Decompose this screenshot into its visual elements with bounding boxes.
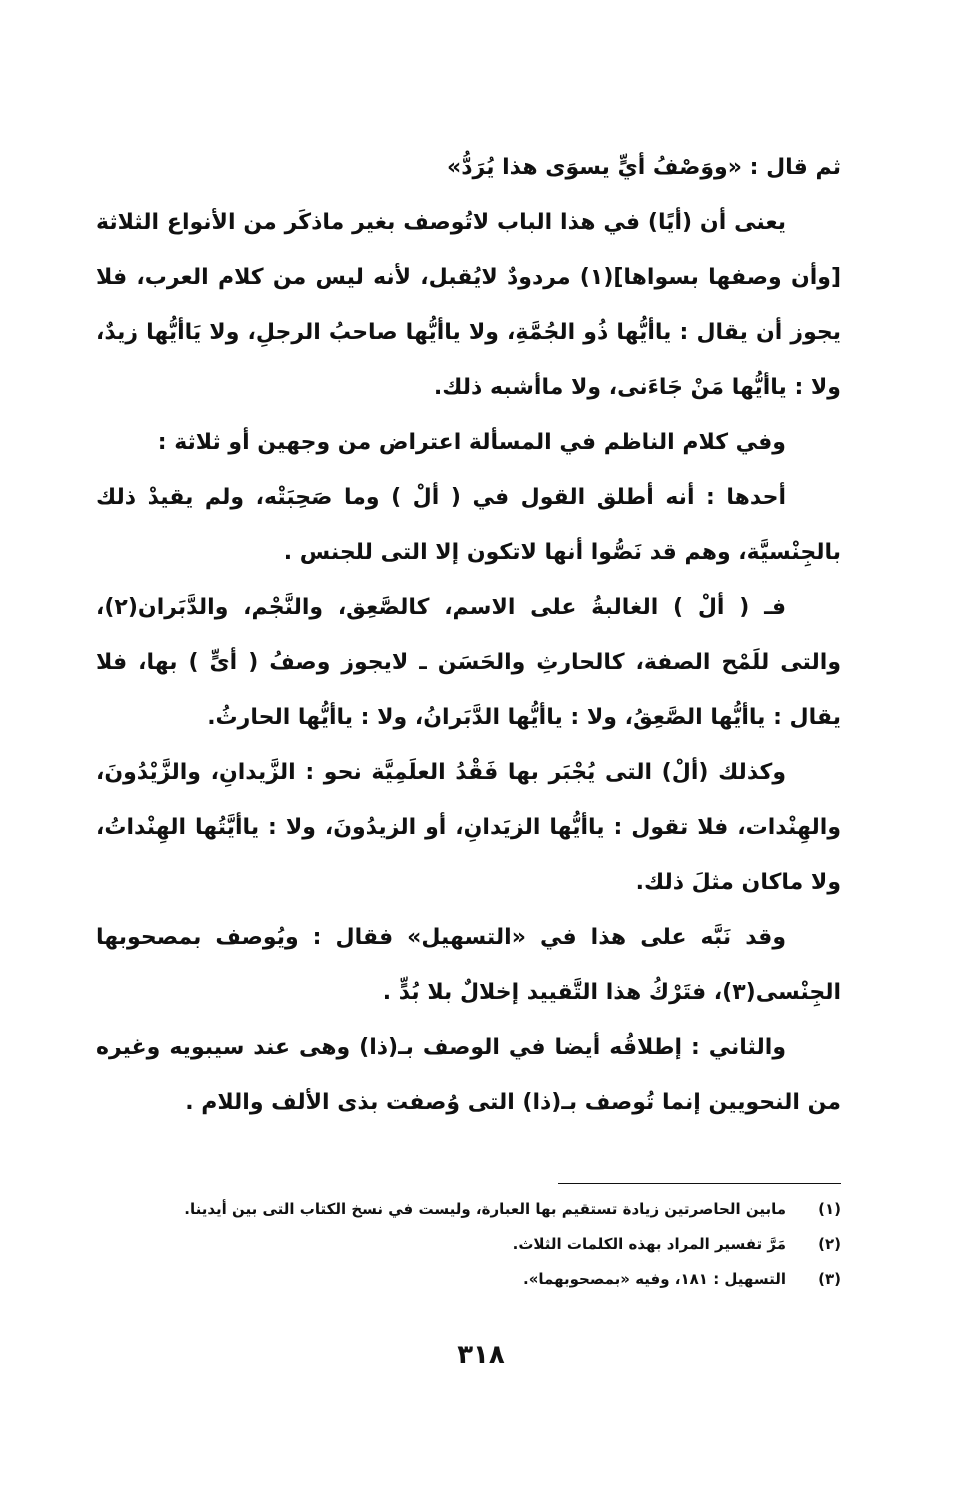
footnote-number: (٢) xyxy=(818,1235,841,1253)
footnote-item xyxy=(96,1227,841,1262)
footnote-number: (١) xyxy=(818,1200,841,1218)
footnote-text: مَرَّ تفسير المراد بهذه الكلمات الثلاث. xyxy=(512,1235,786,1253)
footnote-divider xyxy=(558,1183,841,1184)
footnote-text: مابين الحاصرتين زيادة تستقيم بها العبارة، وليست في نسخ الكتاب التى بين أيدينا. xyxy=(184,1200,786,1218)
footnote-item xyxy=(96,1192,841,1227)
paragraph: فـ ( ألْ ) الغالبةُ على الاسم، كالصَّعِق، والنَّجْم، والدَّبَران(٢)، والتى للَمْح الصفة، كالحارثِ والحَسَن ـ لايجوز وصفُ ( أىٍّ ) بها، فلا يقال : ياأيُّها الصَّعِقُ، ولا : ياأيُّها الدَّبَرانُ، ولا : ياأيُّها الحارثُ. xyxy=(96,595,841,730)
paragraph: وقد نَبَّه على هذا في «التسهيل» فقال : ويُوصف بمصحوبها الجِنْسى(٣)، فتَرْكُ هذا التَّقييد إخلالٌ بلا بُدٍّ . xyxy=(96,925,841,1005)
main-text xyxy=(96,140,841,1130)
paragraph: والثاني : إطلاقُه أيضا في الوصف بـ(ذا) وهى عند سيبويه وغيره من النحويين إنما تُوصف بـ(ذا) التى وُصفت بذى الألف واللام . xyxy=(96,1035,841,1115)
paragraph: يعنى أن (أيًا) في هذا الباب لاتُوصف بغير ماذكَر من الأنواع الثلاثة [وأن وصفها بسواها](١) مردودٌ لايُقبل، لأنه ليس من كلام العرب، فلا يجوز أن يقال : ياأيُّها ذُو الجُمَّةِ، ولا ياأيُّها صاحبُ الرجلِ، ولا يَاأيُّها زيدٌ، ولا : ياأيُّها مَنْ جَاءَنى، ولا ماأشبه ذلك. xyxy=(96,210,842,400)
footnote-item xyxy=(96,1262,841,1297)
footnote-text: التسهيل : ١٨١، وفيه «بمصحوبهما». xyxy=(523,1270,786,1288)
footnote-number: (٣) xyxy=(818,1270,841,1288)
page-number: ٣١٨ xyxy=(457,1340,505,1370)
paragraph: وفي كلام الناظم في المسألة اعتراض من وجهين أو ثلاثة : xyxy=(157,430,786,455)
footnotes xyxy=(96,1192,841,1297)
paragraph: وكذلك (ألْ) التى يُجْبَر بها فَقْدُ العلَمِيَّة نحو : الزَّيدانِ، والزَّيْدُونَ، والهِنْدات، فلا تقول : ياأيُّها الزيَدانِ، أو الزيدُونَ، ولا : ياأيَّتُها الهِنْداتُ، ولا ماكان مثلَ ذلك. xyxy=(96,760,841,895)
paragraph-quote: ثم قال : «ووَصْفُ أيٍّ يسوَى هذا يُرَدُّ» xyxy=(447,155,841,180)
paragraph: أحدها : أنه أطلق القول في ( ألْ ) وما صَحِبَتْه، ولم يقيدْ ذلك بالجِنْسيَّة، وهم قد نَصُّوا أنها لاتكون إلا التى للجنس . xyxy=(96,485,841,565)
